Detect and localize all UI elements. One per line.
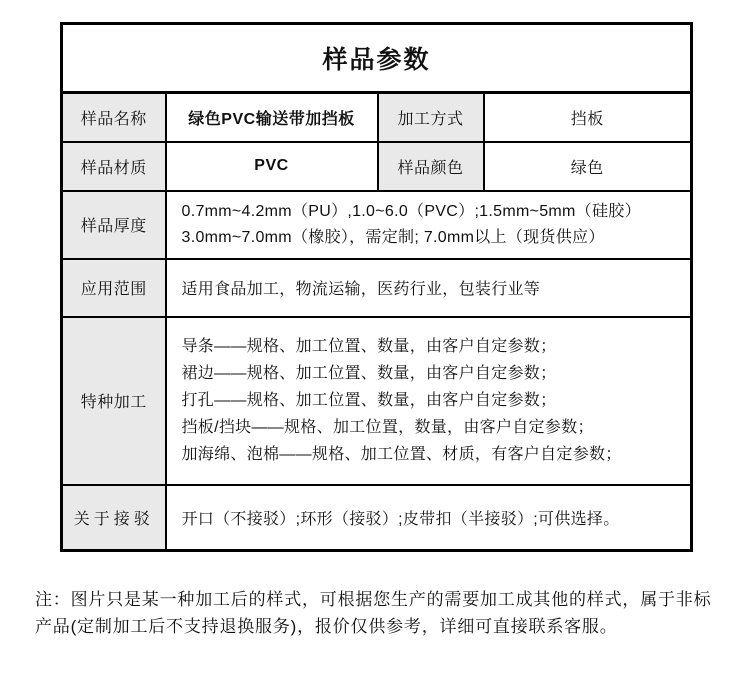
processing-method-label: 加工方式 bbox=[378, 93, 484, 142]
sample-material-value: PVC bbox=[166, 142, 378, 191]
footnote-line-1: 注：图片只是某一种加工后的样式，可根据您生产的需要加工成其他的样式，属于非标 bbox=[35, 590, 712, 609]
special-line-sponge: 加海绵、泡棉——规格、加工位置、材质，有客户自定参数； bbox=[181, 446, 622, 463]
row-special-processing bbox=[62, 317, 692, 485]
thickness-line-1: 0.7mm~4.2mm（PU）,1.0~6.0（PVC）;1.5mm~5mm（硅胶） bbox=[181, 202, 641, 220]
special-line-baffle: 挡板/挡块——规格、加工位置，数量，由客户自定参数； bbox=[181, 419, 594, 436]
table-title-row bbox=[62, 24, 692, 93]
application-range-value: 适用食品加工，物流运输，医药行业，包装行业等 bbox=[166, 259, 692, 317]
special-processing-value bbox=[166, 317, 692, 485]
row-about-joint bbox=[62, 485, 692, 551]
footnote bbox=[35, 586, 730, 640]
sample-material-label: 样品材质 bbox=[62, 142, 166, 191]
sample-parameters-table bbox=[60, 22, 693, 552]
about-joint-label: 关于接驳 bbox=[62, 485, 166, 551]
row-application-range bbox=[62, 259, 692, 317]
sample-thickness-value bbox=[166, 191, 692, 259]
special-line-punching: 打孔——规格、加工位置、数量，由客户自定参数； bbox=[181, 392, 557, 409]
special-processing-label: 特种加工 bbox=[62, 317, 166, 485]
table-title: 样品参数 bbox=[62, 24, 692, 93]
special-line-guide-strip: 导条——规格、加工位置、数量，由客户自定参数； bbox=[181, 338, 557, 355]
footnote-line-2: 产品(定制加工后不支持退换服务)，报价仅供参考，详细可直接联系客服。 bbox=[35, 617, 618, 636]
sample-name-value: 绿色PVC输送带加挡板 bbox=[166, 93, 378, 142]
row-sample-name bbox=[62, 93, 692, 142]
special-line-skirt: 裙边——规格、加工位置、数量，由客户自定参数； bbox=[181, 365, 557, 382]
sample-color-label: 样品颜色 bbox=[378, 142, 484, 191]
row-sample-material bbox=[62, 142, 692, 191]
sample-name-label: 样品名称 bbox=[62, 93, 166, 142]
sample-thickness-label: 样品厚度 bbox=[62, 191, 166, 259]
processing-method-value: 挡板 bbox=[484, 93, 692, 142]
application-range-label: 应用范围 bbox=[62, 259, 166, 317]
thickness-line-2: 3.0mm~7.0mm（橡胶），需定制; 7.0mm以上（现货供应） bbox=[181, 228, 605, 246]
row-sample-thickness bbox=[62, 191, 692, 259]
about-joint-value: 开口（不接驳）;环形（接驳）;皮带扣（半接驳）;可供选择。 bbox=[166, 485, 692, 551]
sample-color-value: 绿色 bbox=[484, 142, 692, 191]
